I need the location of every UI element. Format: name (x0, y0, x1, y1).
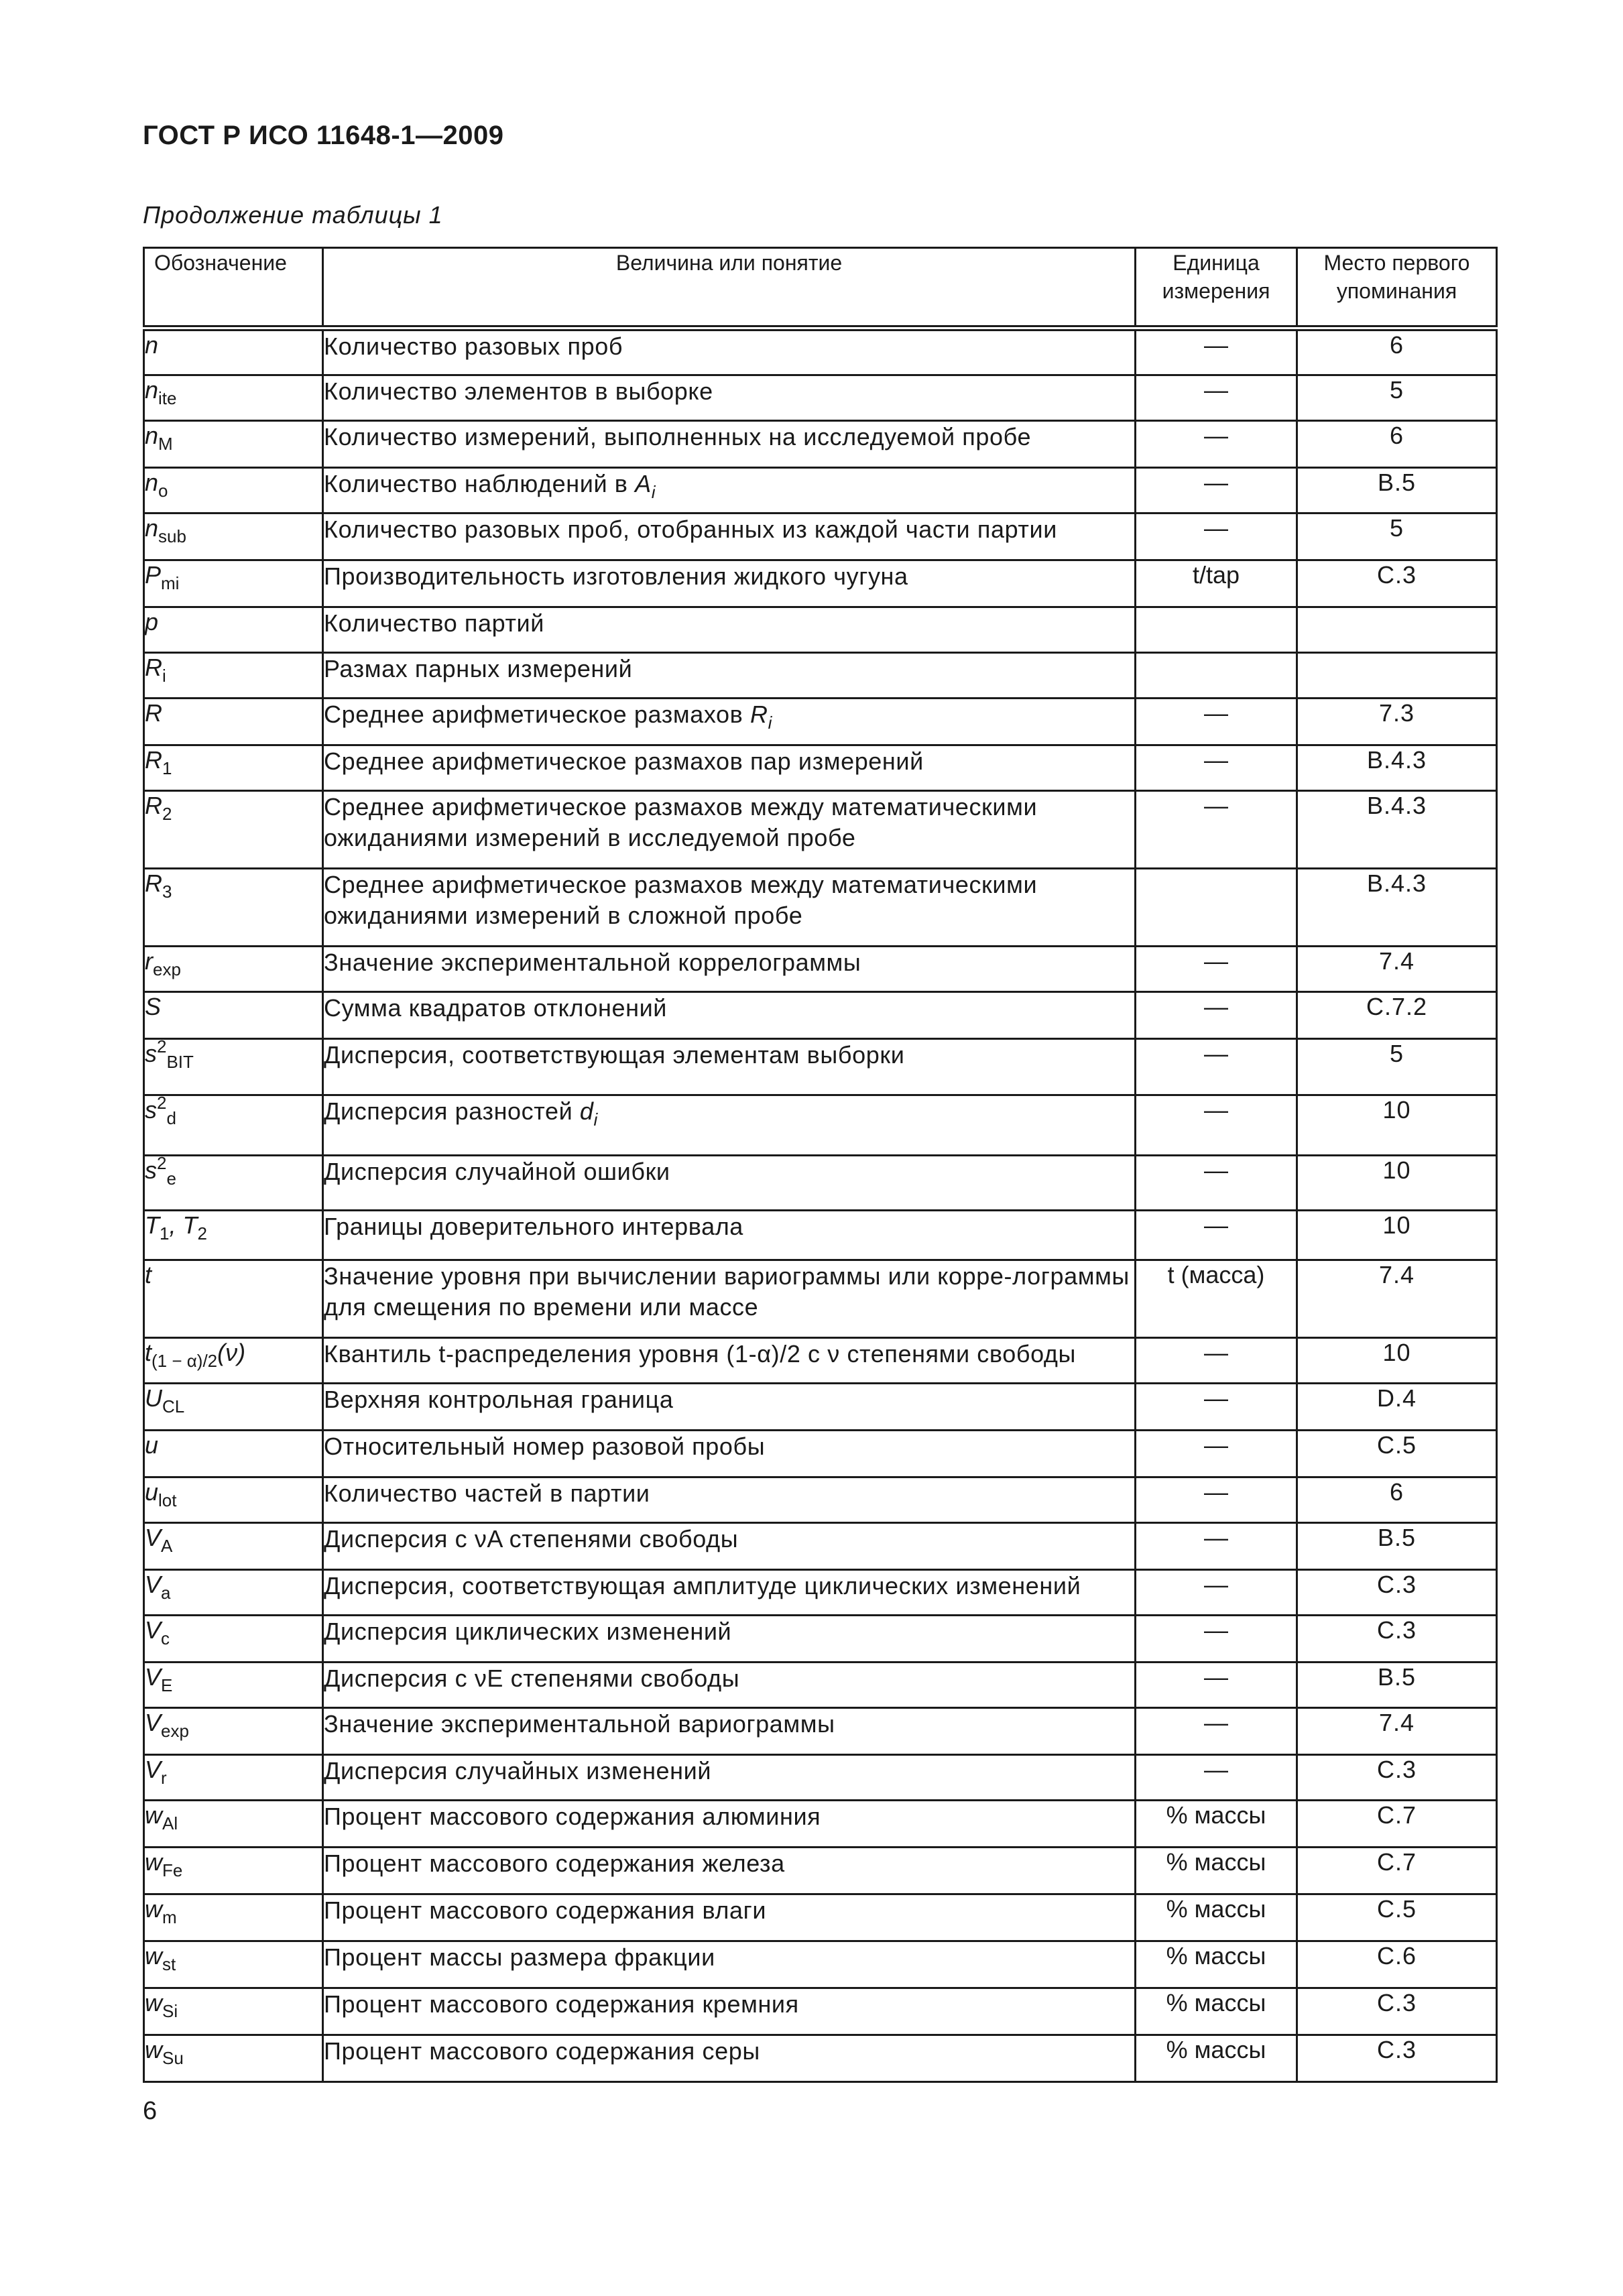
unit-cell: — (1136, 328, 1297, 375)
description-text: Дисперсия циклических изменений (324, 1618, 732, 1645)
symbol-base: s (145, 1040, 157, 1067)
unit-cell: — (1136, 1663, 1297, 1708)
unit-cell: — (1136, 375, 1297, 421)
description-cell (323, 1260, 1136, 1338)
symbol-base: $\overline{R}$ (145, 869, 162, 897)
table-row (144, 1039, 1497, 1095)
symbol-superscript: 2 (157, 1093, 167, 1113)
symbol-cell (144, 947, 323, 992)
symbol-cell (144, 607, 323, 653)
description-text: Относительный номер разовой пробы (324, 1433, 766, 1460)
symbol-base: n (145, 469, 159, 496)
description-text: Количество разовых проб (324, 333, 623, 360)
description-cell (323, 1095, 1136, 1156)
description-cell (323, 1663, 1136, 1708)
symbol-base: V (145, 1709, 162, 1736)
reference-cell: В.5 (1297, 1523, 1497, 1570)
unit-cell: t/tap (1136, 560, 1297, 607)
description-cell (323, 513, 1136, 560)
description-symbol-subscript: i (593, 1109, 598, 1130)
description-text: Среднее арифметическое размахов (324, 701, 743, 728)
table-row (144, 468, 1497, 513)
symbol-subscript: CL (162, 1396, 185, 1416)
symbol-cell (144, 2035, 323, 2082)
table-row (144, 1848, 1497, 1894)
table-row (144, 1211, 1497, 1260)
reference-cell: С.3 (1297, 1988, 1497, 2035)
table-row (144, 375, 1497, 421)
unit-cell: — (1136, 1708, 1297, 1755)
symbol-subscript: 1 (160, 1223, 170, 1244)
unit-cell (1136, 869, 1297, 947)
symbol-base: U (145, 1384, 162, 1412)
symbol-subscript: m (162, 1907, 177, 1927)
table-row (144, 513, 1497, 560)
symbol-cell (144, 468, 323, 513)
reference-cell: С.6 (1297, 1941, 1497, 1988)
description-text: Значение экспериментальной вариограммы (324, 1710, 835, 1738)
symbol-cell (144, 1260, 323, 1338)
reference-cell: В.4.3 (1297, 869, 1497, 947)
reference-cell: С.7 (1297, 1801, 1497, 1848)
symbol-cell (144, 1663, 323, 1708)
symbol-subscript: st (162, 1954, 176, 1974)
description-cell (323, 1211, 1136, 1260)
description-symbol-subscript: i (768, 713, 772, 733)
description-text: Дисперсия случайных изменений (324, 1757, 712, 1785)
unit-cell: % массы (1136, 1801, 1297, 1848)
reference-cell: D.4 (1297, 1384, 1497, 1431)
symbol-cell (144, 560, 323, 607)
table-row (144, 328, 1497, 375)
symbol-subscript: e (166, 1168, 176, 1189)
symbol-cell (144, 992, 323, 1039)
symbol-subscript: (1 − α)/2 (152, 1351, 218, 1371)
symbol-base: P (145, 561, 162, 589)
description-cell (323, 1431, 1136, 1477)
symbol-base: n (145, 331, 159, 359)
description-text: Среднее арифметическое размахов пар измерений (324, 747, 924, 775)
table-row (144, 1663, 1497, 1708)
reference-cell: В.4.3 (1297, 745, 1497, 791)
reference-cell: 6 (1297, 1477, 1497, 1523)
column-header-first-ref: Место первого упоминания (1297, 248, 1497, 328)
description-cell (323, 1338, 1136, 1384)
table-row (144, 1894, 1497, 1941)
description-text: Количество партий (324, 609, 544, 637)
unit-cell: — (1136, 468, 1297, 513)
unit-cell (1136, 607, 1297, 653)
symbol-base: $\overline{R}$ (145, 746, 162, 774)
reference-cell: 10 (1297, 1156, 1497, 1211)
table-row (144, 1616, 1497, 1663)
table-row (144, 1523, 1497, 1570)
description-cell (323, 1848, 1136, 1894)
table-row (144, 869, 1497, 947)
unit-cell: — (1136, 1570, 1297, 1616)
symbol-cell (144, 1095, 323, 1156)
reference-cell: С.3 (1297, 1570, 1497, 1616)
symbol-subscript: a (161, 1583, 171, 1603)
symbol-base: w (145, 1801, 162, 1829)
symbol-base: s (145, 1096, 157, 1124)
symbol-subscript: E (161, 1675, 173, 1695)
symbol-base: u (145, 1478, 159, 1506)
symbol-subscript: d (166, 1108, 176, 1128)
symbol-base: T (145, 1211, 160, 1239)
description-cell (323, 607, 1136, 653)
reference-cell: 5 (1297, 1039, 1497, 1095)
unit-cell: — (1136, 1755, 1297, 1801)
reference-cell: С.3 (1297, 1755, 1497, 1801)
description-symbol: R (749, 701, 768, 728)
symbol-cell (144, 745, 323, 791)
symbol-cell (144, 1570, 323, 1616)
description-cell (323, 1894, 1136, 1941)
symbol-subscript: Fe (162, 1860, 183, 1880)
symbol-cell (144, 653, 323, 699)
document-header: ГОСТ Р ИСО 11648-1—2009 (143, 121, 504, 150)
description-text: Дисперсия с νA степенями свободы (324, 1525, 739, 1553)
reference-cell: 10 (1297, 1338, 1497, 1384)
reference-cell: 7.4 (1297, 1260, 1497, 1338)
column-header-symbol: Обозначение (144, 248, 323, 328)
symbol-cell (144, 328, 323, 375)
description-text: Среднее арифметическое размахов между математическими ожиданиями измерений в сложной пробе (324, 871, 1038, 929)
symbol-base: s (145, 1156, 157, 1184)
symbol-subscript: BIT (166, 1052, 194, 1072)
table-row (144, 560, 1497, 607)
reference-cell: В.5 (1297, 468, 1497, 513)
column-header-unit: Единица измерения (1136, 248, 1297, 328)
symbol-suffix-subscript: 2 (197, 1223, 207, 1244)
description-text: Процент массы размера фракции (324, 1943, 715, 1971)
symbol-cell (144, 699, 323, 745)
description-cell (323, 1156, 1136, 1211)
table-row (144, 947, 1497, 992)
unit-cell: % массы (1136, 1894, 1297, 1941)
symbol-subscript: exp (153, 959, 181, 979)
symbol-subscript: lot (158, 1490, 177, 1510)
description-cell (323, 1988, 1136, 2035)
reference-cell: 10 (1297, 1211, 1497, 1260)
table-row (144, 1431, 1497, 1477)
unit-cell: — (1136, 1095, 1297, 1156)
table-row (144, 653, 1497, 699)
symbol-suffix: (ν) (217, 1339, 246, 1366)
description-cell (323, 1477, 1136, 1523)
description-text: Количество элементов в выборке (324, 377, 713, 405)
unit-cell: — (1136, 1039, 1297, 1095)
table-row (144, 1801, 1497, 1848)
unit-cell: — (1136, 1616, 1297, 1663)
unit-cell: — (1136, 421, 1297, 468)
description-text: Значение уровня при вычислении вариограммы или корре-лограммы для смещения по времени или массе (324, 1262, 1130, 1321)
symbol-cell (144, 1941, 323, 1988)
unit-cell: — (1136, 992, 1297, 1039)
symbol-base: r (145, 947, 153, 975)
table-row (144, 1708, 1497, 1755)
symbol-cell (144, 1848, 323, 1894)
symbol-suffix: , T (169, 1211, 198, 1239)
description-cell (323, 791, 1136, 869)
description-cell (323, 1801, 1136, 1848)
unit-cell: % массы (1136, 1848, 1297, 1894)
symbol-cell (144, 1036, 323, 1095)
description-text: Количество разовых проб, отобранных из каждой части партии (324, 516, 1057, 543)
description-text: Процент массового содержания влаги (324, 1896, 767, 1924)
table-row (144, 1988, 1497, 2035)
unit-cell: % массы (1136, 1988, 1297, 2035)
description-cell (323, 1570, 1136, 1616)
symbol-cell (144, 869, 323, 947)
description-text: Размах парных измерений (324, 655, 633, 682)
description-cell (323, 1708, 1136, 1755)
unit-cell: — (1136, 1384, 1297, 1431)
reference-cell: С.5 (1297, 1894, 1497, 1941)
symbol-cell (144, 1894, 323, 1941)
symbol-base: t (145, 1261, 152, 1288)
symbol-cell (144, 375, 323, 421)
table-row (144, 1384, 1497, 1431)
description-text: Дисперсия случайной ошибки (324, 1158, 670, 1185)
symbol-base: p (145, 608, 159, 636)
description-text: Дисперсия разностей (324, 1097, 573, 1125)
table-row (144, 1941, 1497, 1988)
table-row (144, 1095, 1497, 1156)
page-number: 6 (143, 2097, 158, 2125)
reference-cell: 7.4 (1297, 1708, 1497, 1755)
unit-cell: — (1136, 947, 1297, 992)
symbol-base: u (145, 1431, 159, 1459)
symbol-subscript: Su (162, 2048, 184, 2068)
symbol-base: V (145, 1756, 162, 1783)
symbol-base: n (145, 514, 159, 542)
description-cell (323, 1523, 1136, 1570)
unit-cell: — (1136, 1431, 1297, 1477)
reference-cell: 5 (1297, 513, 1497, 560)
description-cell (323, 1039, 1136, 1095)
symbol-subscript: c (161, 1628, 170, 1648)
symbol-base: n (145, 422, 159, 449)
reference-cell: 6 (1297, 328, 1497, 375)
symbol-base: $\overline{R}$ (145, 699, 162, 727)
description-cell (323, 992, 1136, 1039)
symbol-subscript: Al (162, 1813, 178, 1833)
reference-cell: 6 (1297, 421, 1497, 468)
description-text: Производительность изготовления жидкого чугуна (324, 562, 908, 590)
symbol-base: t (145, 1339, 152, 1366)
symbol-subscript: A (161, 1536, 173, 1556)
table-header-row (144, 248, 1497, 328)
description-text: Верхняя контрольная граница (324, 1386, 674, 1413)
symbol-cell (144, 1431, 323, 1477)
description-text: Дисперсия с νE степенями свободы (324, 1665, 740, 1692)
unit-cell: — (1136, 1211, 1297, 1260)
symbol-base: n (145, 376, 159, 404)
reference-cell (1297, 653, 1497, 699)
symbol-base: w (145, 1848, 162, 1876)
symbol-base: w (145, 1989, 162, 2016)
symbol-subscript: mi (161, 573, 180, 593)
table-body (144, 328, 1497, 2082)
reference-cell: 7.4 (1297, 947, 1497, 992)
unit-cell: — (1136, 1523, 1297, 1570)
table-row (144, 1338, 1497, 1384)
table-row (144, 607, 1497, 653)
reference-cell: В.4.3 (1297, 791, 1497, 869)
symbols-table (143, 247, 1498, 2083)
symbol-cell (144, 1708, 323, 1755)
symbol-cell (144, 1211, 323, 1260)
table-row (144, 791, 1497, 869)
symbol-base: w (145, 1895, 162, 1923)
symbol-cell (144, 1477, 323, 1523)
symbol-cell (144, 1988, 323, 2035)
symbol-cell (144, 791, 323, 869)
description-text: Сумма квадратов отклонений (324, 994, 668, 1022)
symbol-subscript: Si (162, 2001, 178, 2021)
description-text: Процент массового содержания железа (324, 1850, 785, 1877)
unit-cell: — (1136, 1477, 1297, 1523)
symbol-subscript: i (162, 666, 166, 686)
symbol-subscript: 3 (162, 882, 172, 902)
symbol-base: V (145, 1524, 162, 1551)
symbol-subscript: ite (158, 388, 177, 408)
description-cell (323, 328, 1136, 375)
description-symbol: A (635, 470, 652, 497)
symbol-superscript: 2 (157, 1036, 167, 1056)
table-row (144, 1156, 1497, 1211)
reference-cell (1297, 607, 1497, 653)
reference-cell: В.5 (1297, 1663, 1497, 1708)
symbol-base: S (145, 993, 162, 1020)
symbol-base: w (145, 2036, 162, 2063)
unit-cell: — (1136, 1156, 1297, 1211)
description-text: Количество наблюдений в (324, 470, 628, 497)
symbol-cell (144, 1801, 323, 1848)
unit-cell: — (1136, 791, 1297, 869)
reference-cell: С.7 (1297, 1848, 1497, 1894)
reference-cell: С.3 (1297, 560, 1497, 607)
symbol-cell (144, 1755, 323, 1801)
description-cell (323, 1755, 1136, 1801)
table-row (144, 421, 1497, 468)
description-cell (323, 869, 1136, 947)
symbol-subscript: o (158, 481, 168, 501)
description-symbol: d (579, 1097, 594, 1125)
unit-cell: — (1136, 699, 1297, 745)
reference-cell: С.5 (1297, 1431, 1497, 1477)
symbol-cell (144, 1338, 323, 1384)
symbol-cell (144, 421, 323, 468)
description-text: Процент массового содержания кремния (324, 1990, 799, 2018)
symbol-cell (144, 1153, 323, 1211)
symbol-subscript: r (161, 1768, 167, 1788)
description-text: Процент массового содержания алюминия (324, 1803, 821, 1830)
reference-cell: 10 (1297, 1095, 1497, 1156)
symbol-subscript: 1 (162, 758, 172, 778)
description-cell (323, 421, 1136, 468)
description-cell (323, 1384, 1136, 1431)
description-text: Значение экспериментальной коррелограммы (324, 949, 861, 976)
table-row (144, 992, 1497, 1039)
description-text: Количество частей в партии (324, 1479, 650, 1507)
symbol-superscript: 2 (157, 1153, 167, 1173)
description-cell (323, 2035, 1136, 2082)
description-text: Дисперсия, соответствующая элементам выборки (324, 1041, 905, 1069)
unit-cell: — (1136, 513, 1297, 560)
symbol-base: V (145, 1663, 162, 1691)
reference-cell: 7.3 (1297, 699, 1497, 745)
symbol-cell (144, 1523, 323, 1570)
unit-cell: — (1136, 745, 1297, 791)
symbol-subscript: sub (158, 526, 186, 546)
table-row (144, 745, 1497, 791)
unit-cell: — (1136, 1338, 1297, 1384)
reference-cell: 5 (1297, 375, 1497, 421)
description-cell (323, 947, 1136, 992)
description-cell (323, 653, 1136, 699)
table-row (144, 699, 1497, 745)
table-row (144, 2035, 1497, 2082)
description-text: Среднее арифметическое размахов между математическими ожиданиями измерений в исследуемой пробе (324, 793, 1038, 851)
description-cell (323, 468, 1136, 513)
description-cell (323, 699, 1136, 745)
reference-cell: С.3 (1297, 1616, 1497, 1663)
description-cell (323, 745, 1136, 791)
symbol-cell (144, 1616, 323, 1663)
description-text: Квантиль t-распределения уровня (1-α)/2 с ν степенями свободы (324, 1340, 1076, 1368)
description-cell (323, 560, 1136, 607)
reference-cell: С.3 (1297, 2035, 1497, 2082)
column-header-quantity: Величина или понятие (323, 248, 1136, 328)
symbol-subscript: M (158, 434, 173, 454)
unit-cell (1136, 653, 1297, 699)
table-caption: Продолжение таблицы 1 (143, 201, 443, 229)
unit-cell: t (масса) (1136, 1260, 1297, 1338)
unit-cell: % массы (1136, 1941, 1297, 1988)
table-row (144, 1260, 1497, 1338)
symbol-base: $\overline{R}$ (145, 792, 162, 819)
table-row (144, 1477, 1497, 1523)
table-row (144, 1570, 1497, 1616)
description-text: Дисперсия, соответствующая амплитуде циклических изменений (324, 1572, 1081, 1599)
description-cell (323, 1616, 1136, 1663)
symbol-base: V (145, 1616, 162, 1644)
description-text: Количество измерений, выполненных на исследуемой пробе (324, 423, 1032, 450)
table-row (144, 1755, 1497, 1801)
description-text: Границы доверительного интервала (324, 1213, 743, 1240)
symbol-base: R (145, 654, 162, 681)
description-cell (323, 375, 1136, 421)
description-cell (323, 1941, 1136, 1988)
reference-cell: С.7.2 (1297, 992, 1497, 1039)
symbol-base: V (145, 1571, 162, 1598)
symbol-base: w (145, 1942, 162, 1970)
symbol-subscript: exp (161, 1721, 189, 1741)
symbol-cell (144, 513, 323, 560)
unit-cell: % массы (1136, 2035, 1297, 2082)
symbol-cell (144, 1384, 323, 1431)
description-text: Процент массового содержания серы (324, 2037, 760, 2065)
symbol-subscript: 2 (162, 804, 172, 824)
description-symbol-subscript: i (651, 482, 656, 502)
